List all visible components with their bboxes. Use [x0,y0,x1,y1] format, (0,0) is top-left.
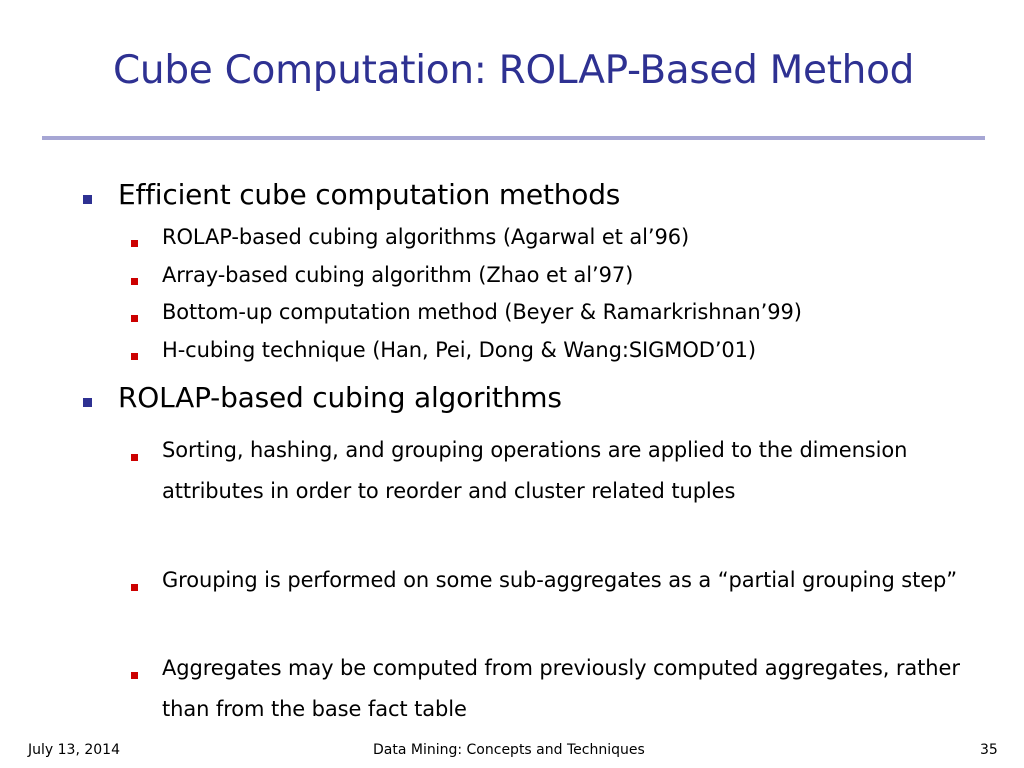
slide-title: Cube Computation: ROLAP-Based Method [113,48,915,93]
bullet-marker [83,195,92,204]
title-divider [42,136,985,140]
sub-bullet-text: Grouping is performed on some sub-aggregates as a “partial grouping step” [162,568,958,592]
sub-bullet-marker [131,672,138,679]
bullet-text: ROLAP-based cubing algorithms [118,381,562,414]
sub-bullet-text: Array-based cubing algorithm (Zhao et al’97) [162,263,634,287]
sub-bullet-text: ROLAP-based cubing algorithms (Agarwal et al’96) [162,225,690,249]
sub-bullet-text: Bottom-up computation method (Beyer & Ramarkrishnan’99) [162,300,802,324]
footer-title: Data Mining: Concepts and Techniques [373,742,645,758]
sub-bullet-marker [131,278,138,285]
sub-bullet-marker [131,353,138,360]
page-number: 35 [980,742,998,758]
sub-bullet-text: Sorting, hashing, and grouping operations are applied to the dimension attributes in order to reorder and cluster related tuples [162,438,908,503]
footer-date: July 13, 2014 [28,742,120,758]
sub-bullet-text: H-cubing technique (Han, Pei, Dong & Wang:SIGMOD’01) [162,338,757,362]
sub-bullet-marker [131,315,138,322]
sub-bullet-marker [131,584,138,591]
bullet-text: Efficient cube computation methods [118,178,621,211]
sub-bullet-marker [131,454,138,461]
sub-bullet-text: Aggregates may be computed from previously computed aggregates, rather than from the base fact table [162,656,960,721]
bullet-marker [83,398,92,407]
sub-bullet-marker [131,240,138,247]
